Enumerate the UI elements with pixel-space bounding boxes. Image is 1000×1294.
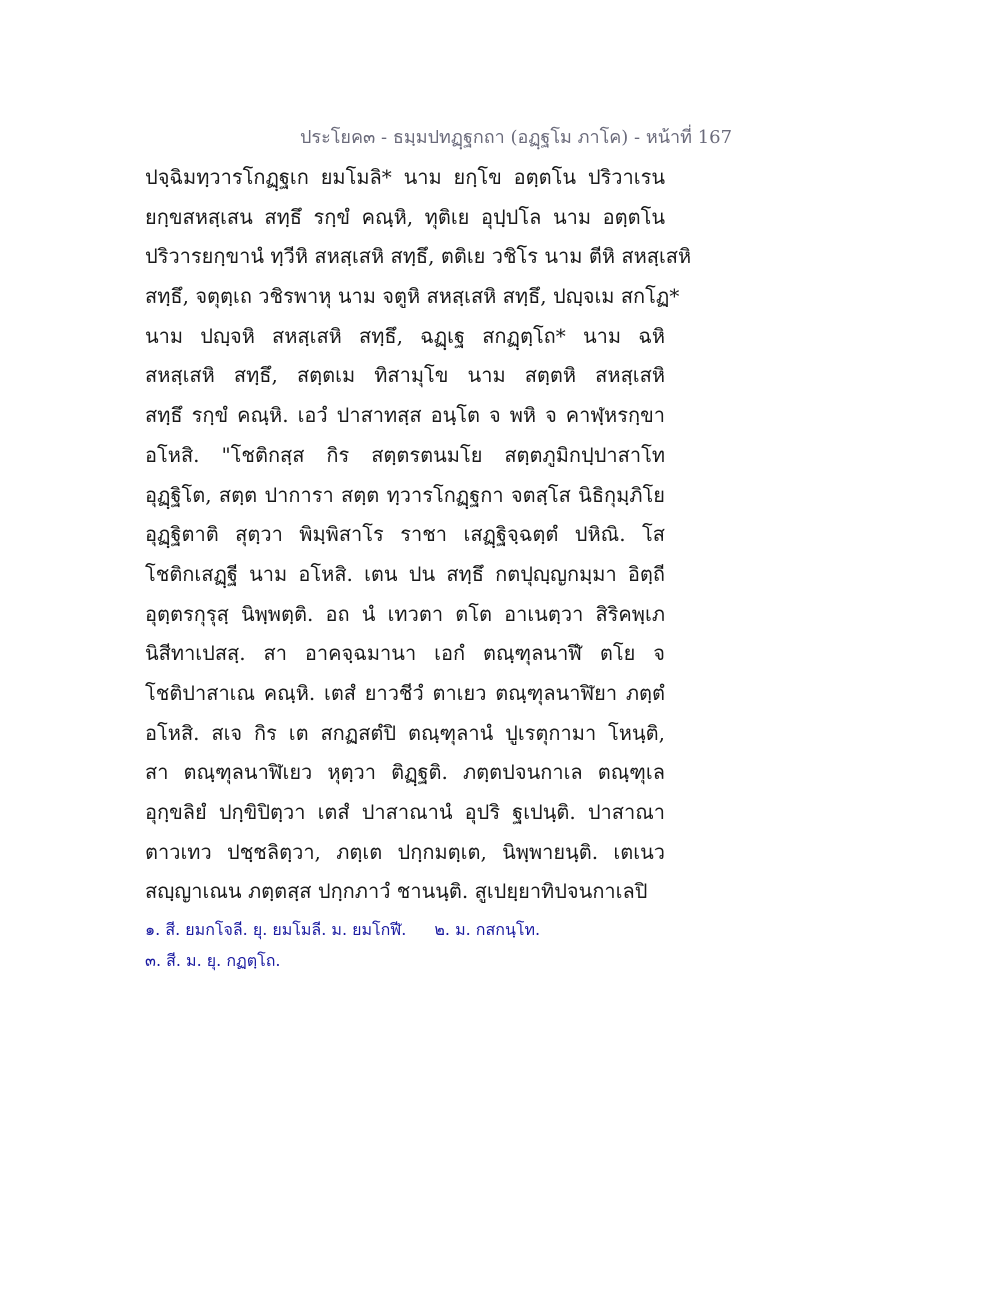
body-line: นิสีทาเปสสฺ. สา อาคจฺฉมานา เอกํ ตณฺฑุลนาฬึ ตโย จ [145, 641, 665, 666]
body-line: อโหสิ. สเจ กิร เต สกฏสตํปิ ตณฺฑุลานํ ปูเรตุกามา โหนฺติ, [145, 720, 665, 745]
body-line: อุกฺขลิยํ ปกฺขิปิตฺวา เตสํ ปาสาณานํ อุปริ ฐเปนฺติ. ปาสาณา [145, 800, 665, 824]
body-line: ปจฺฉิมทฺวารโกฏฺฐเก ยมโมลิ* นาม ยกฺโข อตฺตโน ปริวาเรน [145, 165, 665, 189]
body-text [145, 158, 692, 912]
running-header: ประโยค๓ - ธมฺมปทฏฺฐกถา (อฏฺฐโม ภาโค) - หน้าที่ 167 [300, 127, 733, 148]
body-line: สทฺธึ, จตุตฺเถ วชิรพาหุ นาม จตูหิ สหสฺเสหิ สทฺธึ, ปญฺจเม สกโฏ* [145, 284, 680, 309]
body-line: อโหสิ. "โชติกสฺส กิร สตฺตรตนมโย สตฺตภูมิกปฺปาสาโท [145, 442, 665, 467]
body-line: อุฏฺฐิตาติ สุตฺวา พิมฺพิสาโร ราชา เสฏฺฐิจฺฉตฺตํ ปหิณิ. โส [145, 522, 665, 547]
body-line: สา ตณฺฑุลนาฬิเยว หุตฺวา ติฏฺฐติ. ภตฺตปจนกาเล ตณฺฑุเล [145, 760, 665, 785]
body-line: สญฺญาเณน ภตฺตสฺส ปกฺกภาวํ ชานนฺติ. สูเปยฺยาทิปจนกาเลปิ [145, 879, 648, 904]
body-line: อุฏฺฐิโต, สตฺต ปาการา สตฺต ทฺวารโกฏฺฐกา จตสฺโส นิธิกุมฺภิโย [145, 482, 665, 507]
footnote-3: ๓. สี. ม. ยุ. กฏตฺโถ. [145, 951, 281, 970]
footnote-2: ๒. ม. กสกนฺโท. [434, 920, 541, 939]
body-line: ยกฺขสหสฺเสน สทฺธึ รกฺขํ คณฺหิ, ทุติเย อุปฺปโล นาม อตฺตโน [145, 204, 665, 229]
footnote-1: ๑. สี. ยมกโจลี. ยุ. ยมโมลี. ม. ยมโกฬี. [145, 920, 407, 939]
footnote-line [145, 945, 665, 976]
body-line: ปริวารยกฺขานํ ทฺวีหิ สหสฺเสหิ สทฺธึ, ตติเย วชิโร นาม ตีหิ สหสฺเสหิ [145, 244, 692, 269]
body-line: สหสฺเสหิ สทฺธึ, สตฺตเม ทิสามุโข นาม สตฺตหิ สหสฺเสหิ [145, 363, 665, 388]
body-line: อุตฺตรกุรุสฺ นิพฺพตฺติ. อถ นํ เทวตา ตโต อาเนตฺวา สิริคพฺเภ [145, 601, 665, 626]
footnote-line [145, 914, 665, 945]
body-line: โชติกเสฏฺฐี นาม อโหสิ. เตน ปน สทฺธึ กตปุญฺญกมฺมา อิตฺถี [145, 561, 665, 586]
footnotes [145, 914, 665, 976]
body-line: สทฺธึ รกฺขํ คณฺหิ. เอวํ ปาสาทสฺส อนฺโต จ พหิ จ คาฬฺหรกฺขา [145, 403, 665, 428]
body-line: นาม ปญฺจหิ สหสฺเสหิ สทฺธึ, ฉฏฺเฐ สกฏฺตฺโถ* นาม ฉหิ [145, 323, 665, 348]
body-line: โชติปาสาเณ คณฺหิ. เตสํ ยาวชีวํ ตาเยว ตณฺฑุลนาฬิยา ภตฺตํ [145, 680, 665, 705]
body-line: ตาวเทว ปชฺชลิตฺวา, ภตฺเต ปกฺกมตฺเต, นิพฺพายนฺติ. เตเนว [145, 839, 665, 864]
